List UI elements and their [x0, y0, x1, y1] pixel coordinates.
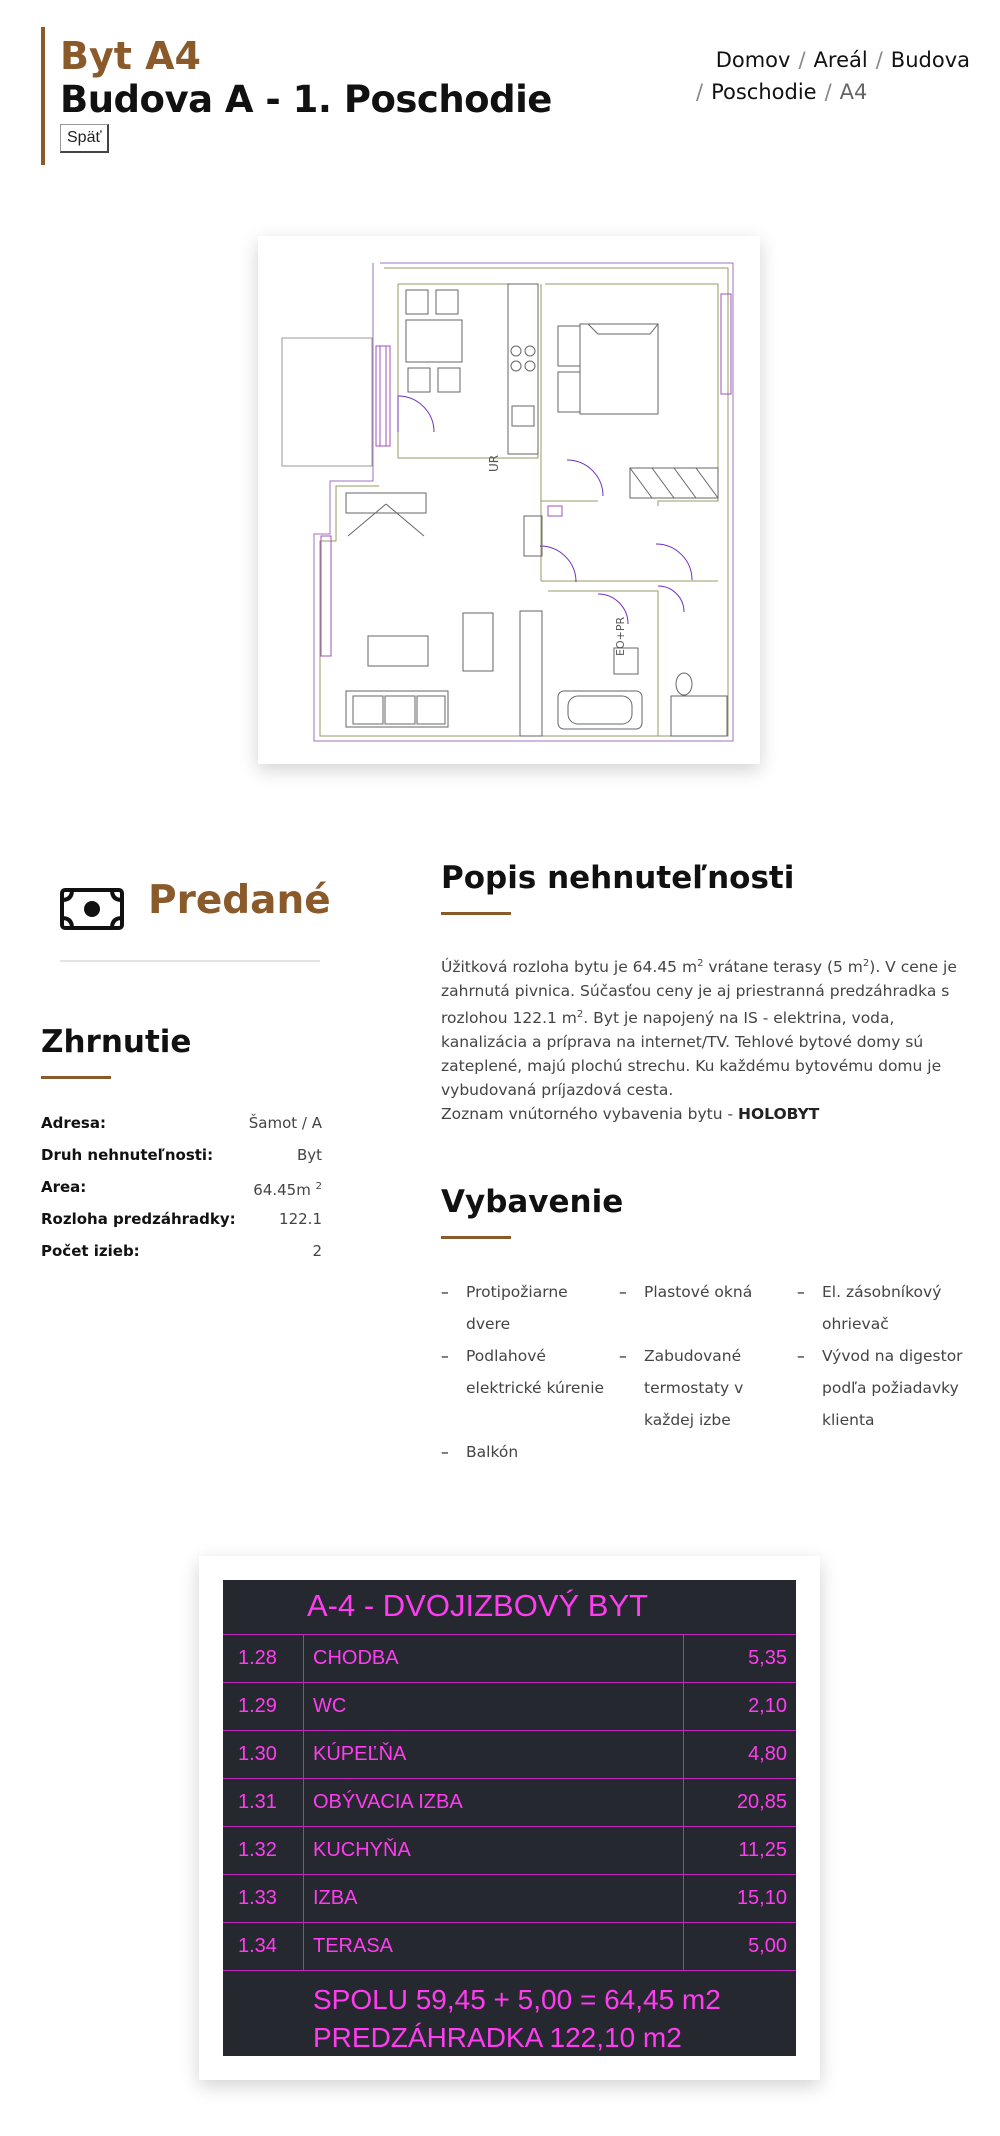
summary-value: 122.1 — [279, 1210, 322, 1228]
summary-row-garden — [41, 1208, 322, 1230]
floorplan-drawing — [258, 236, 760, 764]
list-item — [619, 1276, 797, 1340]
table-row — [223, 1730, 796, 1779]
room-area: 20,85 — [736, 1791, 787, 1813]
equipment-label: El. zásobníkový ohrievač — [822, 1283, 942, 1333]
header-accent-bar — [41, 27, 45, 165]
divider — [60, 960, 320, 962]
summary-value — [253, 1176, 322, 1201]
room-area: 5,00 — [748, 1935, 787, 1957]
unit-superscript: 2 — [697, 958, 704, 969]
equipment-label: Protipožiarne dvere — [466, 1283, 568, 1333]
summary-value: Byt — [296, 1146, 322, 1164]
description-part: Úžitková rozloha bytu je 64.45 m — [441, 958, 698, 977]
summary-key: Druh nehnuteľnosti: — [41, 1146, 214, 1164]
summary-key: Area: — [41, 1178, 87, 1196]
room-name: TERASA — [313, 1935, 394, 1957]
unit-superscript: 2 — [862, 958, 870, 969]
room-number: 1.32 — [238, 1839, 277, 1861]
dash-icon: – — [797, 1283, 805, 1301]
list-item — [619, 1340, 797, 1436]
room-name: OBÝVACIA IZBA — [313, 1791, 463, 1813]
description-part: vrátane terasy (5 m — [703, 958, 863, 977]
summary-value: Šamot / A — [248, 1114, 322, 1132]
summary-key: Počet izieb: — [41, 1242, 140, 1260]
room-area: 5,35 — [748, 1647, 787, 1669]
breadcrumb-floor[interactable]: Poschodie — [711, 80, 817, 104]
money-icon — [60, 888, 124, 930]
table-row — [223, 1922, 796, 1971]
list-item — [441, 1340, 619, 1436]
room-table-total: SPOLU 59,45 + 5,00 = 64,45 m2 — [313, 1984, 721, 2015]
description-part: . Byt je napojený na IS - elektrina, voda, kanalizácia a prípravа na internet/TV. Tehlové bytové domy sú zateplené, majú plochú strechu. Ku každému bytovému domu je vybudovaná príjazdová cesta. — [441, 1009, 942, 1100]
summary-value-text: 64.45m — [253, 1181, 311, 1199]
description-title: Popis nehnuteľnosti — [441, 860, 795, 896]
summary-key: Adresa: — [41, 1114, 106, 1132]
unit-superscript: 2 — [315, 1181, 322, 1192]
breadcrumb-separator: / — [696, 80, 704, 104]
dash-icon: – — [619, 1347, 627, 1365]
description-text — [441, 952, 981, 1126]
summary-row-address — [41, 1112, 322, 1134]
breadcrumb-separator: / — [824, 80, 832, 104]
breadcrumb-areal[interactable]: Areál — [813, 48, 868, 72]
breadcrumb-row — [640, 76, 970, 108]
title-underline — [441, 912, 511, 915]
dash-icon: – — [797, 1347, 805, 1365]
room-name: WC — [313, 1695, 347, 1717]
title-underline — [441, 1236, 511, 1239]
room-area: 2,10 — [748, 1695, 787, 1717]
room-area: 4,80 — [748, 1743, 787, 1765]
room-table — [223, 1580, 796, 2056]
room-name: CHODBA — [313, 1647, 399, 1669]
room-number: 1.29 — [238, 1695, 277, 1717]
room-number: 1.31 — [238, 1791, 277, 1813]
page-title-building: Budova A - 1. Poschodie — [60, 78, 552, 121]
room-table-garden: PREDZÁHRADKA 122,10 m2 — [313, 2022, 682, 2053]
summary-row-area — [41, 1176, 322, 1201]
floorplan-label-eo: EO+PR — [614, 616, 627, 656]
summary-key: Rozloha predzáhradky: — [41, 1210, 236, 1228]
unit-superscript: 2 — [576, 1009, 584, 1021]
room-area: 11,25 — [738, 1839, 787, 1861]
room-table-header — [223, 1580, 796, 1635]
summary-row-type — [41, 1144, 322, 1166]
dash-icon: – — [441, 1443, 449, 1461]
dash-icon: – — [619, 1283, 627, 1301]
room-number: 1.30 — [238, 1743, 277, 1765]
room-area: 15,10 — [736, 1887, 787, 1909]
back-button[interactable]: Späť — [60, 124, 109, 153]
description-part: ). V cene je zahrnutá pivnica. Súčasťou ceny je aj priestranná predzáhradka s rozlohou 122.1 m — [441, 958, 957, 1028]
room-table-title: A-4 - DVOJIZBOVÝ BYT — [307, 1588, 649, 1623]
room-name: IZBA — [313, 1887, 358, 1909]
equipment-label: Vývod na digestor podľa požiadavky klienta — [822, 1347, 963, 1429]
floorplan-label-ur: UR — [487, 454, 501, 472]
breadcrumb-separator: / — [875, 48, 883, 72]
sale-status: Predané — [148, 878, 331, 923]
breadcrumb-row — [640, 44, 970, 76]
room-name: KUCHYŇA — [313, 1839, 411, 1861]
list-item — [441, 1436, 619, 1468]
summary-value: 2 — [312, 1242, 322, 1260]
equipment-title: Vybavenie — [441, 1184, 624, 1220]
table-row — [223, 1682, 796, 1731]
page-title-unit: Byt A4 — [60, 34, 201, 78]
list-item — [441, 1276, 619, 1340]
breadcrumb-separator: / — [798, 48, 806, 72]
equipment-label: Plastové okná — [644, 1283, 753, 1301]
list-item — [797, 1276, 975, 1340]
table-row — [223, 1874, 796, 1923]
room-number: 1.34 — [238, 1935, 277, 1957]
breadcrumb-current: A4 — [839, 80, 868, 104]
table-row — [223, 1634, 796, 1683]
dash-icon: – — [441, 1283, 449, 1301]
room-table-image[interactable] — [199, 1556, 820, 2080]
room-number: 1.28 — [238, 1647, 277, 1669]
breadcrumb — [640, 44, 970, 108]
equipment-label: Podlahové elektrické kúrenie — [466, 1347, 605, 1397]
breadcrumb-building[interactable]: Budova — [890, 48, 970, 72]
summary-row-rooms — [41, 1240, 322, 1262]
table-row — [223, 1778, 796, 1827]
list-item — [797, 1340, 975, 1436]
floorplan-image[interactable] — [258, 236, 760, 764]
breadcrumb-home[interactable]: Domov — [715, 48, 791, 72]
dash-icon: – — [441, 1347, 449, 1365]
equipment-list — [441, 1276, 986, 1468]
room-number: 1.33 — [238, 1887, 277, 1909]
summary-title: Zhrnutie — [41, 1024, 192, 1060]
equipment-level: HOLOBYT — [737, 1105, 820, 1124]
title-underline — [41, 1076, 111, 1079]
equipment-label: Balkón — [466, 1443, 519, 1461]
description-equipment-line: Zoznam vnútorného vybavenia bytu - — [441, 1105, 738, 1124]
equipment-label: Zabudované termostaty v každej izbe — [644, 1347, 744, 1429]
table-row — [223, 1826, 796, 1875]
room-name: KÚPEĽŇA — [313, 1743, 407, 1765]
